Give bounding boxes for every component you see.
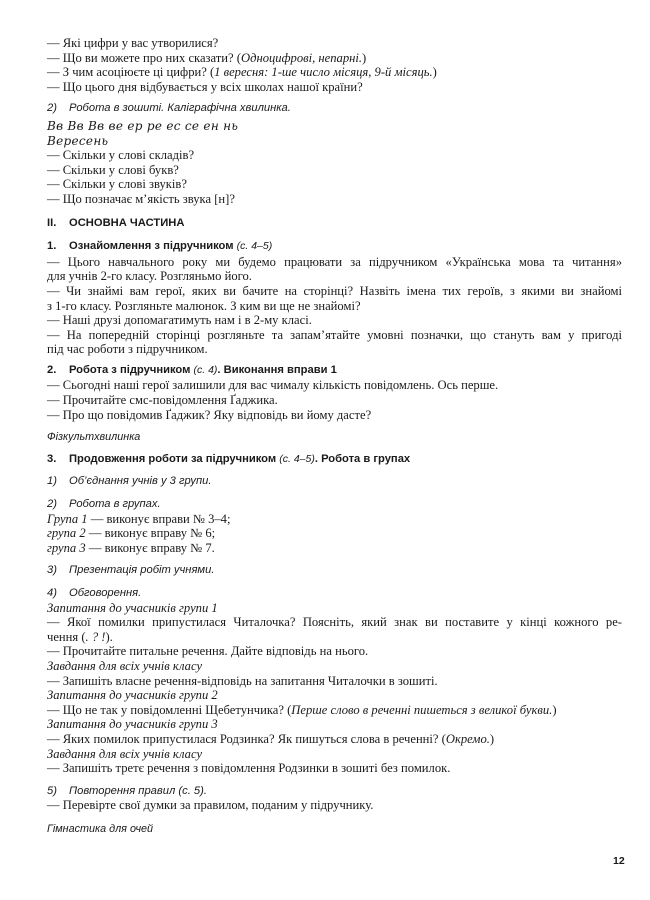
group-line: Група 1 — виконує вправи № 3–4; xyxy=(47,511,231,526)
group-question-heading: Запитання до учасників групи 2 xyxy=(47,688,218,703)
question-line: — Що ви можете про них сказати? (Одноцифрові, непарні.) xyxy=(47,50,367,65)
paragraph-line: — Якої помилки припустилася Читалочка? Поясніть, який знак ви поставите у кінці кожного ре- xyxy=(47,615,622,630)
question-line: — Що цього дня відбувається у всіх школах нашої країни? xyxy=(47,79,363,94)
subsection-heading: 1) Об’єднання учнів у 3 групи. xyxy=(47,475,212,488)
question-line: — Які цифри у вас утворилися? xyxy=(47,36,219,50)
question-line: — Скільки у слові звуків? xyxy=(47,177,187,192)
note-label: Фізкультхвилинка xyxy=(47,431,141,444)
section-heading: II. ОСНОВНА ЧАСТИНА xyxy=(47,216,185,229)
subsection-heading: 3) Презентація робіт учнями. xyxy=(47,564,215,577)
step-heading: 1. Ознайомлення з підручником (с. 4–5) xyxy=(47,240,273,253)
paragraph-line: — Перевірте свої думки за правилом, поданим у підручнику. xyxy=(47,798,374,813)
step-heading: 3. Продовження роботи за підручником (с. 4–5). Робота в групах xyxy=(47,452,411,465)
paragraph-line: — Наші друзі допомагатимуть нам і в 2-му класі. xyxy=(47,313,312,328)
paragraph-line: — Яких помилок припустилася Родзинка? Як пишуться слова в реченні? (Окремо.) xyxy=(47,731,495,746)
calligraphy-word: Вересень xyxy=(47,133,109,148)
group-question-heading: Запитання до учасників групи 3 xyxy=(47,717,218,732)
question-line: — Скільки у слові складів? xyxy=(47,148,195,163)
group-line: група 3 — виконує вправу № 7. xyxy=(47,540,215,555)
question-line: — Скільки у слові букв? xyxy=(47,162,179,177)
question-line: — Що позначає м’якість звука [н]? xyxy=(47,191,235,206)
paragraph-line: з 1-го класу. Розгляньте малюнок. З ким ви ще не знайомі? xyxy=(47,298,361,313)
paragraph-line: — Прочитайте смс-повідомлення Ґаджика. xyxy=(47,393,278,408)
paragraph-line: — Що не так у повідомленні Щебетунчика? (Перше слово в реченні пишеться з великої букви.) xyxy=(47,702,557,717)
paragraph-line: — Запишіть власне речення-відповідь на запитання Читалочки в зошиті. xyxy=(47,673,438,688)
subsection-heading: 2) Робота в групах. xyxy=(47,498,161,511)
step-heading: 2. Робота з підручником (с. 4). Виконання вправи 1 xyxy=(47,363,337,376)
paragraph-line: — Запишіть третє речення з повідомлення Родзинки в зошиті без помилок. xyxy=(47,761,451,776)
subsection-heading: 5) Повторення правил (с. 5). xyxy=(47,784,207,797)
subsection-heading: 4) Обговорення. xyxy=(47,587,142,599)
subsection-heading: 2) Робота в зошиті. Каліграфічна хвилинка. xyxy=(47,102,291,115)
calligraphy-line: Вв Вв Вв ве ер ре ес се ен нь xyxy=(47,118,239,133)
paragraph-line: — Чи знаймі вам герої, яких ви бачите на сторінці? Назвіть імена тих героїв, з якими ви знайомі xyxy=(47,283,622,298)
paragraph-line: чення (. ? !). xyxy=(47,629,113,644)
group-question-heading: Запитання до учасників групи 1 xyxy=(47,600,218,615)
page-number: 12 xyxy=(613,855,625,867)
paragraph-line: для учнів 2-го класу. Розгляньмо його. xyxy=(47,269,252,284)
paragraph-line: — Прочитайте питальне речення. Дайте відповідь на нього. xyxy=(47,644,369,659)
class-task-heading: Завдання для всіх учнів класу xyxy=(47,746,203,761)
paragraph-line: під час роботи з підручником. xyxy=(47,342,208,357)
document-page xyxy=(47,36,622,837)
paragraph-line: — Сьогодні наші герої залишили для вас чималу кількість повідомлень. Ось перше. xyxy=(47,378,499,393)
question-line: — З чим асоціюєте ці цифри? (1 вересня: 1-ше число місяця, 9-й місяць.) xyxy=(47,65,437,80)
class-task-heading: Завдання для всіх учнів класу xyxy=(47,658,203,673)
group-line: група 2 — виконує вправу № 6; xyxy=(47,526,216,541)
paragraph-line: — На попередній сторінці розгляньте та запам’ятайте умовні позначки, що стануть вам у пригоді xyxy=(47,327,622,342)
note-label: Гімнастика для очей xyxy=(47,822,154,835)
paragraph-line: — Про що повідомив Ґаджик? Яку відповідь ви йому дасте? xyxy=(47,407,372,422)
paragraph-line: — Цього навчального року ми будемо працювати за підручником «Українська мова та читання» xyxy=(47,254,622,269)
